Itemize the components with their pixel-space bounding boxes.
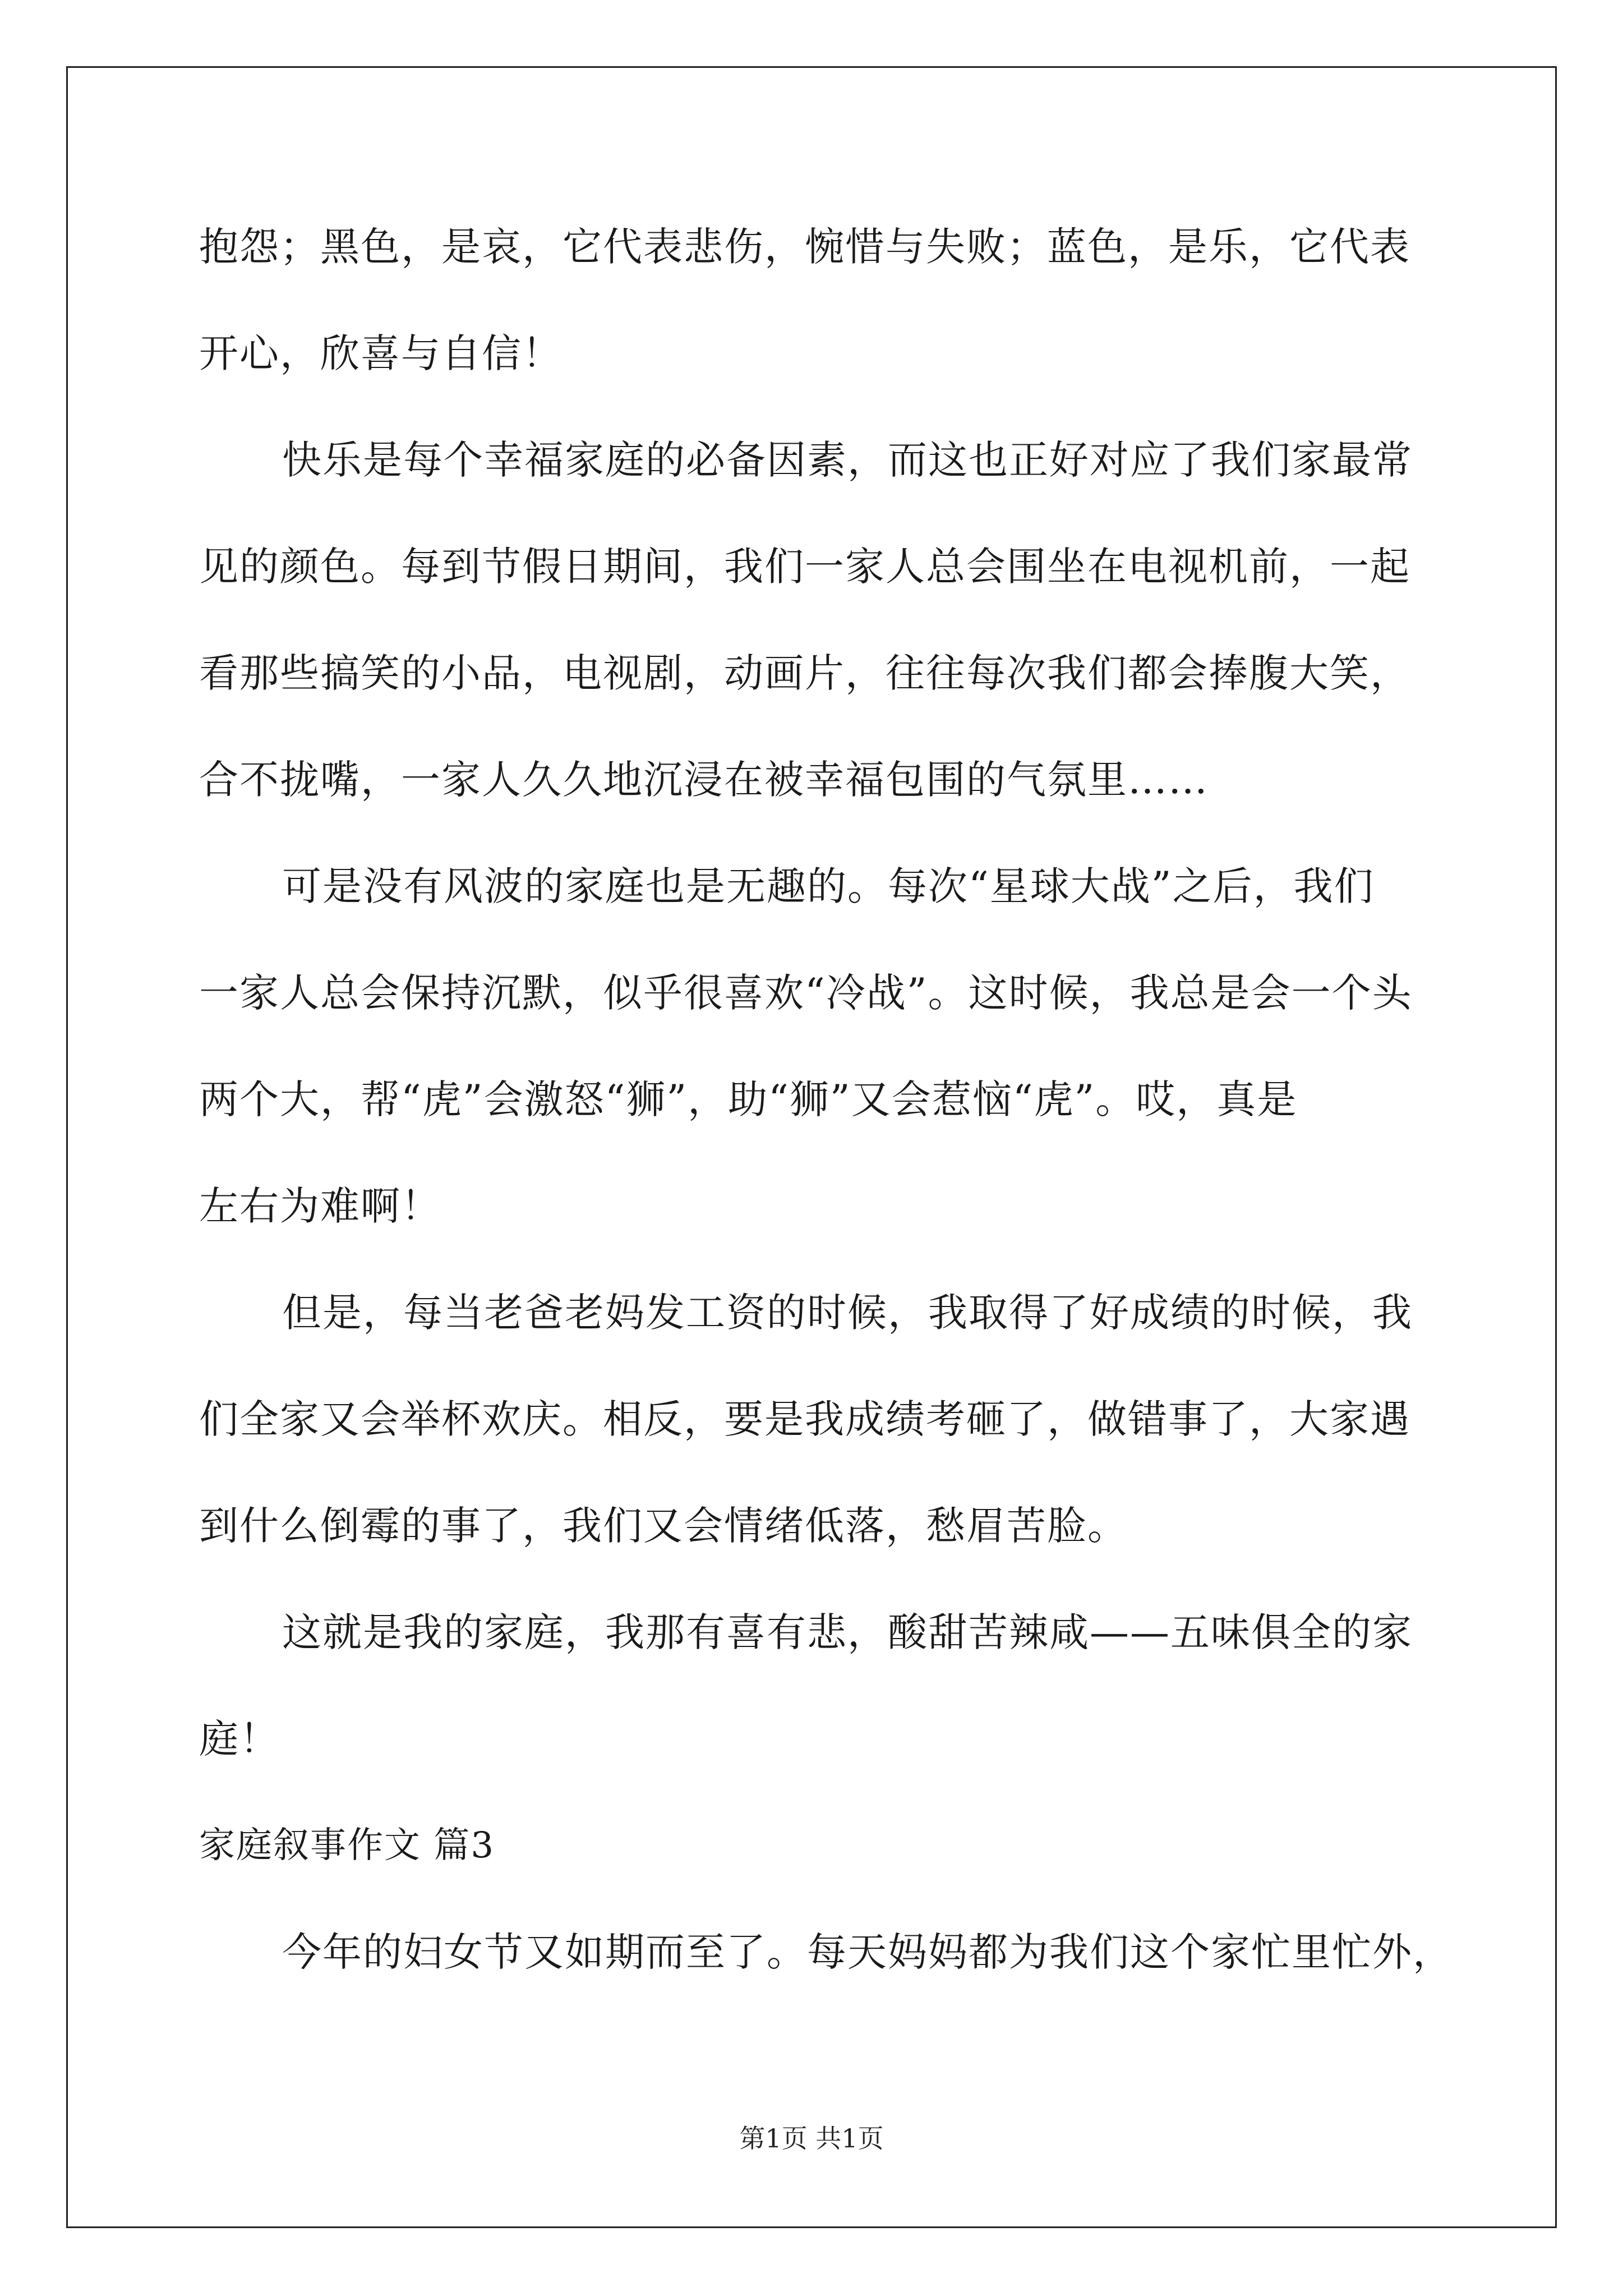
paragraph-start-4: 这就是我的家庭，我那有喜有悲，酸甜苦辣咸——五味俱全的家 [282,1609,1413,1655]
text-line-12: 们全家又会举杯欢庆。相反，要是我成绩考砸了，做错事了，大家遇 [199,1396,1410,1442]
document-body [199,194,1453,2005]
paragraph-start-2: 可是没有风波的家庭也是无趣的。每次“星球大战”之后，我们 [282,863,1375,909]
paragraph-start-1: 快乐是每个幸福家庭的必备因素，而这也正好对应了我们家最常 [282,437,1413,483]
text-line-10: 左右为难啊！ [199,1183,441,1229]
page-footer: 第1页 共1页 [739,2123,884,2154]
paragraph-start-3: 但是，每当老爸老妈发工资的时候，我取得了好成绩的时候，我 [282,1290,1413,1336]
section-heading: 家庭叙事作文 篇3 [199,1825,495,1866]
text-line-9: 两个大，帮“虎”会激怒“狮”，助“狮”又会惹恼“虎”。哎，真是 [199,1076,1298,1122]
text-line-5: 看那些搞笑的小品，电视剧，动画片，往往每次我们都会捧腹大笑， [199,650,1410,696]
text-line-8: 一家人总会保持沉默，似乎很喜欢“冷战”。这时候，我总是会一个头 [199,970,1413,1016]
text-line-13: 到什么倒霉的事了，我们又会情绪低落，愁眉苦脸。 [199,1503,1128,1549]
paragraph-start-5: 今年的妇女节又如期而至了。每天妈妈都为我们这个家忙里忙外， [282,1929,1453,1975]
text-line-15: 庭！ [199,1716,280,1762]
text-line-2: 开心，欣喜与自信！ [199,330,562,376]
text-line-6: 合不拢嘴，一家人久久地沉浸在被幸福包围的气氛里…… [199,757,1209,803]
text-line-1: 抱怨；黑色，是哀，它代表悲伤，惋惜与失败；蓝色，是乐，它代表 [199,224,1410,270]
text-line-4: 见的颜色。每到节假日期间，我们一家人总会围坐在电视机前，一起 [199,544,1410,590]
